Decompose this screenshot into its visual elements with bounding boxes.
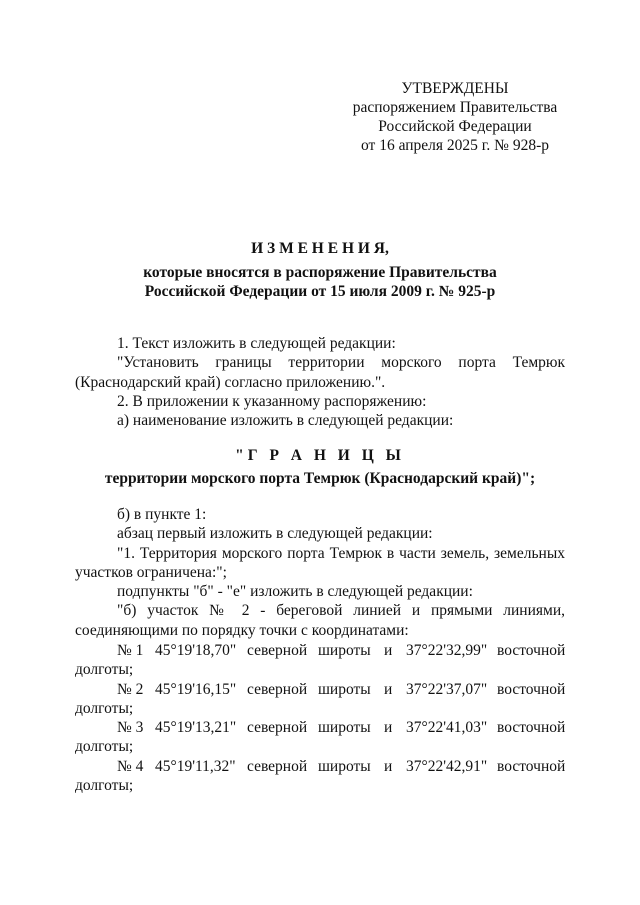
coordinate-row: [75, 757, 565, 776]
latitude-word: широты: [318, 681, 371, 698]
point-number: № 3: [117, 719, 144, 736]
latitude-word: широты: [318, 642, 371, 659]
latitude-word: северной: [247, 758, 308, 775]
approval-line: Российской Федерации: [378, 118, 532, 135]
longitude: 37°22'32,99": [406, 642, 488, 659]
coordinate-tail: долготы;: [75, 777, 134, 794]
conjunction: и: [384, 681, 393, 698]
paragraph: соединяющими по порядку точки с координатами:: [75, 622, 409, 639]
paragraph: 2. В приложении к указанному распоряжению:: [117, 393, 427, 410]
point-number: № 4: [117, 758, 144, 775]
latitude-word: северной: [247, 642, 308, 659]
paragraph: (Краснодарский край) согласно приложению.".: [75, 374, 386, 391]
document-subtitle: которые вносятся в распоряжение Правительства: [143, 264, 497, 281]
document-title: И З М Е Н Е Н И Я,: [251, 240, 389, 257]
latitude: 45°19'13,21": [155, 719, 237, 736]
longitude: 37°22'42,91": [406, 758, 488, 775]
coordinate-row: [75, 680, 565, 699]
approval-line: распоряжением Правительства: [352, 99, 558, 116]
latitude: 45°19'16,15": [155, 681, 237, 698]
longitude: 37°22'37,07": [406, 681, 488, 698]
longitude-word: восточной: [497, 719, 566, 736]
latitude-word: широты: [318, 758, 371, 775]
latitude: 45°19'11,32": [155, 758, 236, 775]
approval-date: от 16 апреля 2025 г. № 928-р: [361, 137, 549, 154]
conjunction: и: [384, 642, 393, 659]
paragraph: подпункты "б" - "е" изложить в следующей редакции:: [117, 583, 473, 600]
paragraph: а) наименование изложить в следующей редакции:: [117, 412, 454, 429]
longitude-word: восточной: [497, 758, 566, 775]
conjunction: и: [384, 719, 393, 736]
approval-title: УТВЕРЖДЕНЫ: [401, 80, 509, 97]
coordinate-row: [75, 718, 565, 737]
point-number: № 2: [117, 681, 144, 698]
longitude-word: восточной: [497, 642, 566, 659]
paragraph: "б) участок № 2 - береговой линией и прямыми линиями,: [117, 602, 565, 619]
conjunction: и: [384, 758, 393, 775]
coordinate-tail: долготы;: [75, 738, 134, 755]
boundary-title: "Г Р А Н И Ц Ы: [235, 447, 405, 464]
paragraph: 1. Текст изложить в следующей редакции:: [117, 335, 396, 352]
coordinate-tail: долготы;: [75, 661, 134, 678]
paragraph: "1. Территория морского порта Темрюк в части земель, земельных: [117, 545, 565, 562]
latitude-word: северной: [247, 719, 308, 736]
boundary-subtitle: территории морского порта Темрюк (Краснодарский край)";: [104, 470, 536, 487]
longitude-word: восточной: [497, 681, 566, 698]
paragraph: б) в пункте 1:: [117, 506, 207, 523]
point-number: № 1: [117, 642, 144, 659]
approval-block: [330, 79, 580, 155]
latitude-word: северной: [247, 681, 308, 698]
paragraph: "Установить границы территории морского порта Темрюк: [117, 354, 565, 371]
coordinate-tail: долготы;: [75, 700, 134, 717]
document-subtitle: Российской Федерации от 15 июля 2009 г. № 925-р: [144, 283, 496, 300]
latitude: 45°19'18,70": [155, 642, 237, 659]
coordinate-row: [75, 641, 565, 660]
paragraph: участков ограничена:";: [75, 564, 227, 581]
paragraph: абзац первый изложить в следующей редакции:: [117, 525, 433, 542]
longitude: 37°22'41,03": [406, 719, 488, 736]
latitude-word: широты: [318, 719, 371, 736]
